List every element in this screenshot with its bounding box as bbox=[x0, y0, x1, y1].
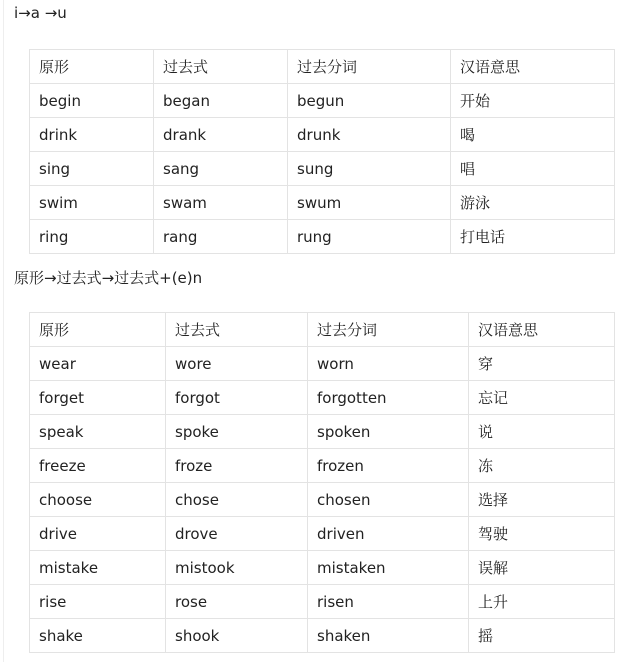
section1-heading: i→a →u bbox=[14, 4, 67, 22]
table-cell: spoken bbox=[308, 415, 469, 449]
table-cell: 冻 bbox=[469, 449, 615, 483]
table-cell: wore bbox=[166, 347, 308, 381]
table-cell: forgotten bbox=[308, 381, 469, 415]
table-cell: drink bbox=[30, 118, 154, 152]
table-cell: 驾驶 bbox=[469, 517, 615, 551]
table-cell: spoke bbox=[166, 415, 308, 449]
table-cell: risen bbox=[308, 585, 469, 619]
table-row bbox=[30, 551, 615, 585]
header-row bbox=[30, 50, 615, 84]
table-row bbox=[30, 186, 615, 220]
table-cell: sing bbox=[30, 152, 154, 186]
table-cell: swum bbox=[288, 186, 451, 220]
table-cell: 唱 bbox=[451, 152, 615, 186]
table-cell: 上升 bbox=[469, 585, 615, 619]
verb-table-en bbox=[29, 312, 615, 653]
page-border bbox=[3, 0, 4, 662]
table-cell: mistake bbox=[30, 551, 166, 585]
table-cell: drank bbox=[154, 118, 288, 152]
table-cell: sang bbox=[154, 152, 288, 186]
table-cell: begin bbox=[30, 84, 154, 118]
table-cell: frozen bbox=[308, 449, 469, 483]
table-cell: 误解 bbox=[469, 551, 615, 585]
table-cell: driven bbox=[308, 517, 469, 551]
table-cell: worn bbox=[308, 347, 469, 381]
table-row bbox=[30, 449, 615, 483]
table-cell: drunk bbox=[288, 118, 451, 152]
table-cell: 说 bbox=[469, 415, 615, 449]
table-cell: shaken bbox=[308, 619, 469, 653]
table-row bbox=[30, 517, 615, 551]
table-cell: forget bbox=[30, 381, 166, 415]
column-header: 过去分词 bbox=[288, 50, 451, 84]
table-cell: begun bbox=[288, 84, 451, 118]
verb-table-i-a-u bbox=[29, 49, 615, 254]
table-row bbox=[30, 347, 615, 381]
column-header: 原形 bbox=[30, 313, 166, 347]
table-cell: freeze bbox=[30, 449, 166, 483]
table-cell: swim bbox=[30, 186, 154, 220]
table-cell: chosen bbox=[308, 483, 469, 517]
table-cell: 打电话 bbox=[451, 220, 615, 254]
column-header: 汉语意思 bbox=[451, 50, 615, 84]
section2-heading: 原形→过去式→过去式+(e)n bbox=[14, 269, 203, 287]
table-cell: 开始 bbox=[451, 84, 615, 118]
table-cell: 摇 bbox=[469, 619, 615, 653]
table-cell: froze bbox=[166, 449, 308, 483]
table-cell: mistook bbox=[166, 551, 308, 585]
table-row bbox=[30, 84, 615, 118]
table-cell: 穿 bbox=[469, 347, 615, 381]
table-cell: began bbox=[154, 84, 288, 118]
table-row bbox=[30, 381, 615, 415]
table-row bbox=[30, 220, 615, 254]
table-cell: choose bbox=[30, 483, 166, 517]
table-row bbox=[30, 483, 615, 517]
table-cell: rung bbox=[288, 220, 451, 254]
table-cell: wear bbox=[30, 347, 166, 381]
column-header: 过去分词 bbox=[308, 313, 469, 347]
table-cell: rose bbox=[166, 585, 308, 619]
table-row bbox=[30, 415, 615, 449]
table-row bbox=[30, 585, 615, 619]
table-cell: rise bbox=[30, 585, 166, 619]
table-row bbox=[30, 619, 615, 653]
column-header: 过去式 bbox=[154, 50, 288, 84]
table-cell: shook bbox=[166, 619, 308, 653]
table-cell: drive bbox=[30, 517, 166, 551]
table-row bbox=[30, 118, 615, 152]
table-cell: chose bbox=[166, 483, 308, 517]
table-cell: ring bbox=[30, 220, 154, 254]
table-cell: 游泳 bbox=[451, 186, 615, 220]
column-header: 过去式 bbox=[166, 313, 308, 347]
table-cell: 喝 bbox=[451, 118, 615, 152]
table-cell: mistaken bbox=[308, 551, 469, 585]
table-cell: swam bbox=[154, 186, 288, 220]
table-cell: rang bbox=[154, 220, 288, 254]
table-cell: 忘记 bbox=[469, 381, 615, 415]
table-row bbox=[30, 152, 615, 186]
table-cell: forgot bbox=[166, 381, 308, 415]
column-header: 原形 bbox=[30, 50, 154, 84]
table-cell: shake bbox=[30, 619, 166, 653]
table-cell: sung bbox=[288, 152, 451, 186]
header-row bbox=[30, 313, 615, 347]
table-cell: drove bbox=[166, 517, 308, 551]
table-cell: 选择 bbox=[469, 483, 615, 517]
column-header: 汉语意思 bbox=[469, 313, 615, 347]
table-cell: speak bbox=[30, 415, 166, 449]
